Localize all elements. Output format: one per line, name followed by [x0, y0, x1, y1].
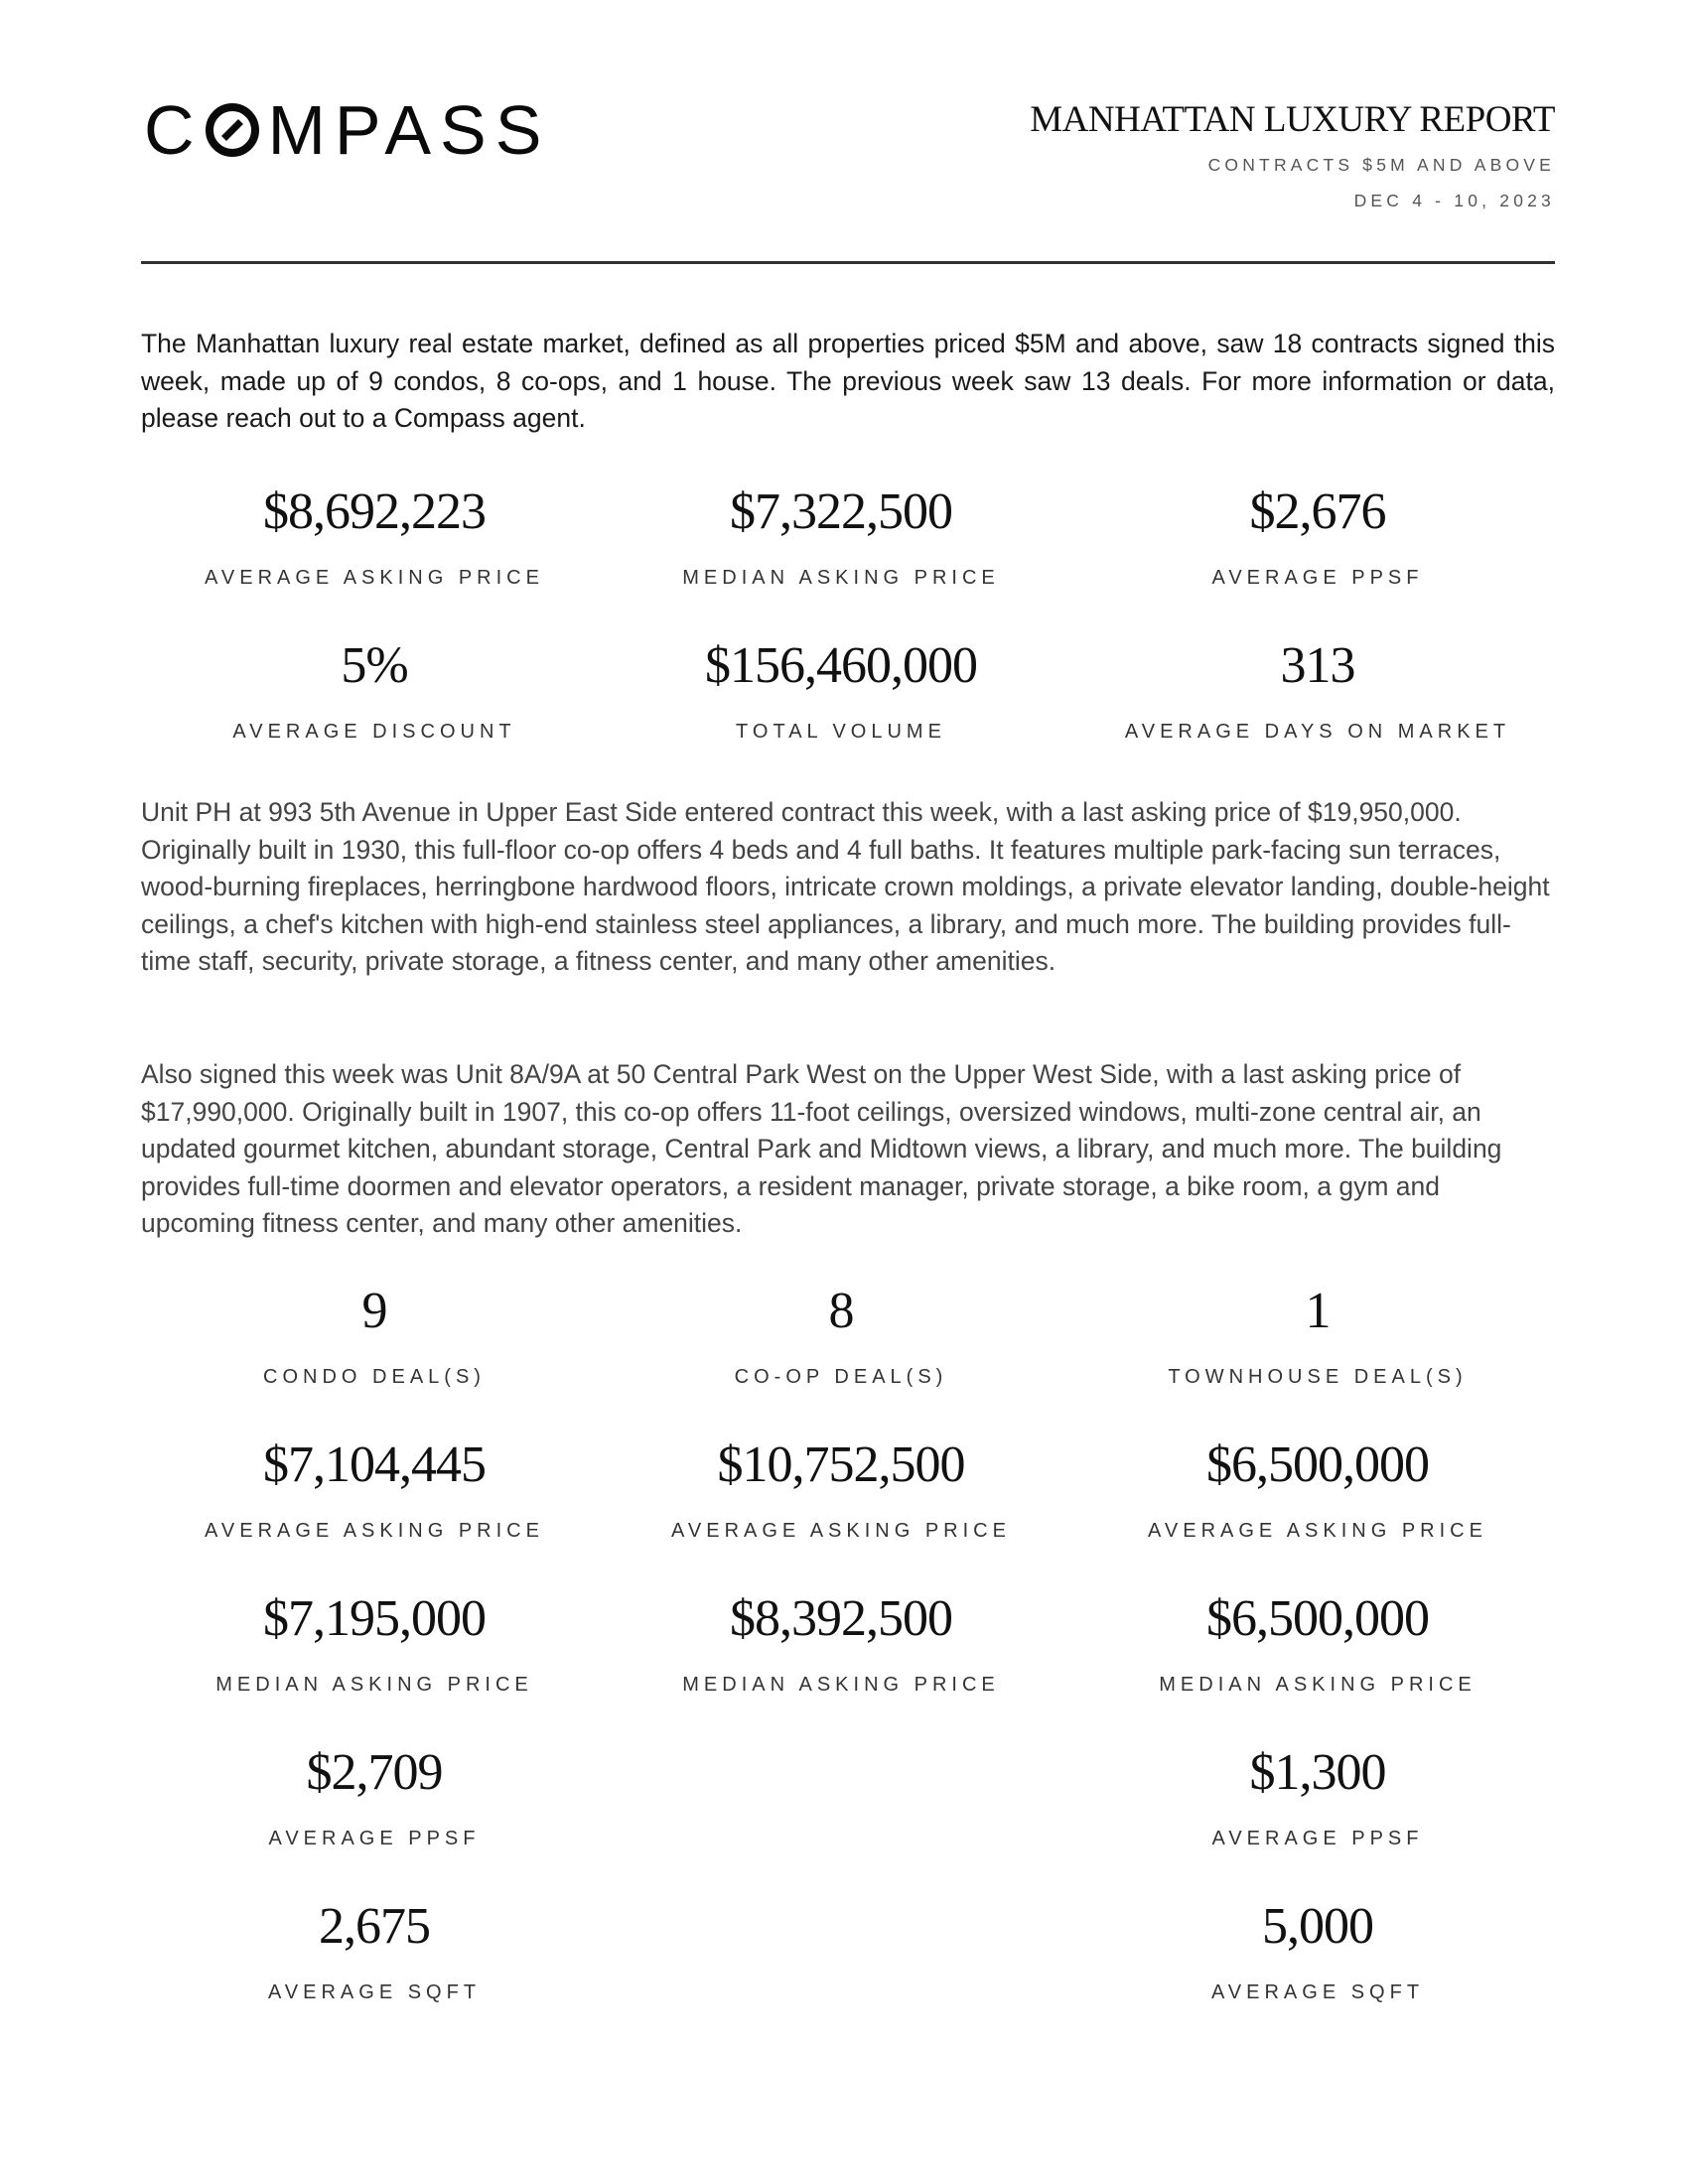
stat-label: AVERAGE SQFT — [267, 1981, 482, 2003]
stat-value: 5,000 — [1262, 1898, 1373, 1955]
stat-value: $6,500,000 — [1206, 1436, 1429, 1493]
report-date-range: DEC 4 - 10, 2023 — [1353, 191, 1555, 210]
stat-label: AVERAGE ASKING PRICE — [1148, 1520, 1487, 1542]
stat-label: AVERAGE ASKING PRICE — [205, 1520, 544, 1542]
stat-value: $6,500,000 — [1206, 1590, 1429, 1647]
stat-value: $7,104,445 — [263, 1436, 486, 1493]
stat-average-asking-price — [136, 483, 613, 589]
stat-label: AVERAGE DISCOUNT — [232, 721, 516, 743]
stat-median-asking-price — [603, 483, 1079, 589]
stat-value: 2,675 — [319, 1898, 430, 1955]
townhouse-average-asking-price — [1079, 1436, 1556, 1542]
highlight-paragraph-2: Also signed this week was Unit 8A/9A at 50 Central Park West on the Upper West Side, with a last asking price of $17,990,000. Originally built in 1907, this co-op offers 11-foot ceilings, oversized windows, multi-zone central air, an updated gourmet kitchen, abundant storage, Central Park and Midtown views, a library, and much more. The building provides full-time doormen and elevator operators, a resident manager, private storage, a bike room, a gym and upcoming fitness center, and many other amenities. — [141, 1059, 1502, 1238]
stat-value: $7,195,000 — [263, 1590, 486, 1647]
stat-label: MEDIAN ASKING PRICE — [215, 1674, 533, 1696]
stat-value: 9 — [361, 1283, 387, 1339]
stat-value: $10,752,500 — [717, 1436, 965, 1493]
stat-average-ppsf — [1079, 483, 1556, 589]
stat-label: AVERAGE DAYS ON MARKET — [1124, 721, 1511, 743]
stat-value: 313 — [1280, 637, 1355, 694]
coop-average-asking-price — [603, 1436, 1079, 1542]
stat-total-volume — [603, 637, 1079, 743]
stat-label: MEDIAN ASKING PRICE — [1159, 1674, 1477, 1696]
stat-label: CO-OP DEAL(S) — [734, 1366, 948, 1388]
townhouse-median-asking-price — [1079, 1590, 1556, 1696]
stat-label: TOWNHOUSE DEAL(S) — [1168, 1366, 1468, 1388]
stat-label: MEDIAN ASKING PRICE — [682, 567, 1000, 589]
stat-value: $8,392,500 — [730, 1590, 952, 1647]
stat-label: AVERAGE SQFT — [1210, 1981, 1425, 2003]
condo-deals — [136, 1283, 613, 1388]
condo-median-asking-price — [136, 1590, 613, 1696]
stat-value: $8,692,223 — [263, 483, 486, 540]
stat-value: $7,322,500 — [730, 483, 952, 540]
compass-logo — [144, 91, 551, 169]
report-header — [141, 0, 1555, 263]
coop-deals — [603, 1283, 1079, 1388]
stat-label: AVERAGE ASKING PRICE — [671, 1520, 1011, 1542]
highlight-paragraph-1: Unit PH at 993 5th Avenue in Upper East Side entered contract this week, with a last asking price of $19,950,000. Originally built in 1930, this full-floor co-op offers 4 beds and 4 full baths. It features multiple park-facing sun terraces, wood-burning fireplaces, herringbone hardwood floors, intricate crown moldings, a private elevator landing, double-height ceilings, a chef's kitchen with high-end stainless steel appliances, a library, and much more. The building provides full-time staff, security, private storage, a fitness center, and many other amenities. — [141, 797, 1550, 976]
stat-average-days-on-market — [1079, 637, 1556, 743]
report-page — [141, 0, 1555, 2003]
stat-value: 1 — [1305, 1283, 1331, 1339]
stat-value: $2,709 — [306, 1744, 443, 1801]
compass-o-icon — [206, 103, 259, 157]
stat-value: $156,460,000 — [705, 637, 977, 694]
stat-value: 5% — [341, 637, 408, 694]
stat-label: AVERAGE PPSF — [1211, 567, 1424, 589]
stat-label: AVERAGE ASKING PRICE — [205, 567, 544, 589]
coop-median-asking-price — [603, 1590, 1079, 1696]
stat-label: AVERAGE PPSF — [268, 1828, 481, 1849]
townhouse-deals — [1079, 1283, 1556, 1388]
report-title: MANHATTAN LUXURY REPORT — [1030, 99, 1555, 140]
stat-value: $1,300 — [1249, 1744, 1386, 1801]
stat-label: MEDIAN ASKING PRICE — [682, 1674, 1000, 1696]
stat-value: $2,676 — [1249, 483, 1386, 540]
report-subtitle: CONTRACTS $5M AND ABOVE — [1207, 155, 1555, 175]
stat-value: 8 — [828, 1283, 854, 1339]
stat-label: AVERAGE PPSF — [1211, 1828, 1424, 1849]
stat-label: TOTAL VOLUME — [736, 721, 946, 743]
condo-average-sqft — [136, 1898, 613, 2003]
logo-text-mpass: MPASS — [267, 91, 551, 169]
intro-paragraph: The Manhattan luxury real estate market, defined as all properties priced $5M and above, saw 18 contracts signed this week, made up of 9 condos, 8 co-ops, and 1 house. The previous week saw 13 deals. For more information or data, please reach out to a Compass agent. — [141, 329, 1555, 433]
stat-average-discount — [136, 637, 613, 743]
townhouse-average-ppsf — [1079, 1744, 1556, 1849]
logo-text-c: C — [144, 91, 204, 169]
header-divider — [141, 261, 1555, 264]
stat-label: CONDO DEAL(S) — [263, 1366, 486, 1388]
townhouse-average-sqft — [1079, 1898, 1556, 2003]
condo-average-asking-price — [136, 1436, 613, 1542]
condo-average-ppsf — [136, 1744, 613, 1849]
